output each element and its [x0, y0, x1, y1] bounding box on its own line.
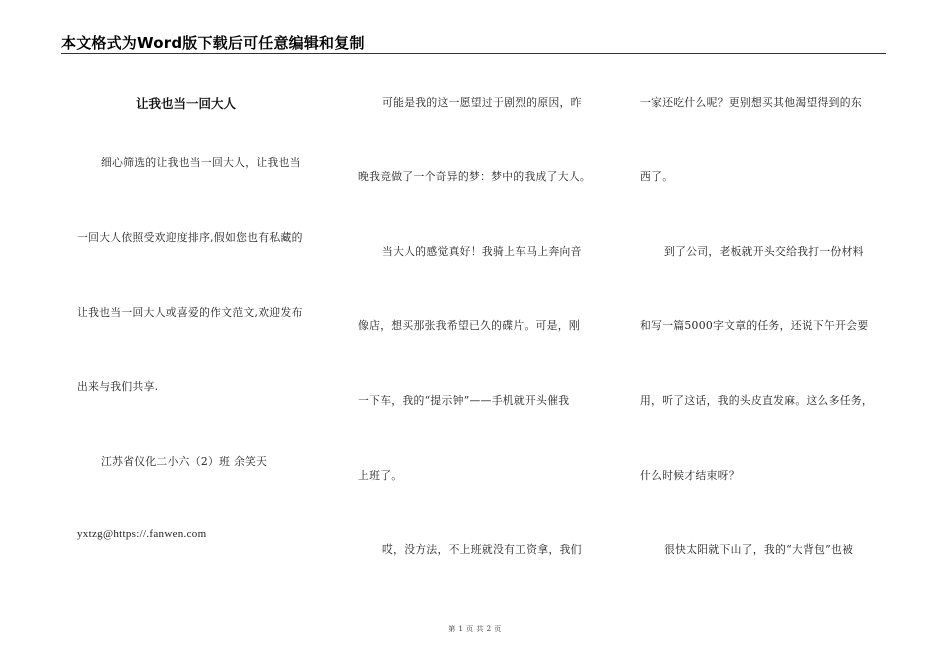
text-line: 细心筛选的让我也当一回大人，让我也当	[101, 156, 301, 169]
text-line: 让我也当一回大人或喜爱的作文范文,欢迎发布	[77, 306, 303, 319]
text-line: 西了。	[640, 170, 674, 183]
text-line: 很快太阳就下山了，我的“大背包”也被	[664, 543, 854, 556]
text-line: 可能是我的这一愿望过于剧烈的原因，昨	[382, 96, 582, 109]
text-line: 一家还吃什么呢？更别想买其他渴望得到的东	[640, 96, 862, 109]
text-line: 江苏省仪化二小六（2）班 余笑天	[101, 455, 268, 468]
text-line: 当大人的感觉真好！我骑上车马上奔向音	[382, 245, 582, 258]
text-line: 出来与我们共享.	[77, 380, 159, 393]
article-title: 让我也当一回大人	[136, 96, 237, 111]
text-line: 哎，没方法，不上班就没有工资拿，我们	[382, 543, 582, 556]
text-line: 一下车，我的“提示钟”——手机就开头催我	[358, 394, 570, 407]
text-line: 用，听了这话，我的头皮直发麻。这么多任务，	[640, 394, 874, 407]
text-line: 一回大人依照受欢迎度排序,假如您也有私藏的	[77, 231, 303, 244]
text-line: 什么时候才结束呀？	[640, 469, 740, 482]
text-line: yxtzg@https://.fanwen.com	[77, 528, 207, 540]
text-line: 和写一篇5000字文章的任务，还说下午开会要	[640, 319, 869, 332]
page-footer: 第 1 页 共 2 页	[448, 625, 502, 633]
text-line: 上班了。	[358, 469, 403, 482]
text-line: 像店，想买那张我希望已久的碟片。可是，刚	[358, 319, 580, 332]
document-banner: 本文格式为Word版下载后可任意编辑和复制	[61, 34, 365, 52]
text-line: 晚我竞做了一个奇异的梦：梦中的我成了大人。	[358, 170, 592, 183]
header-rule	[61, 53, 886, 54]
text-line: 到了公司，老板就开头交给我打一份材料	[664, 245, 864, 258]
